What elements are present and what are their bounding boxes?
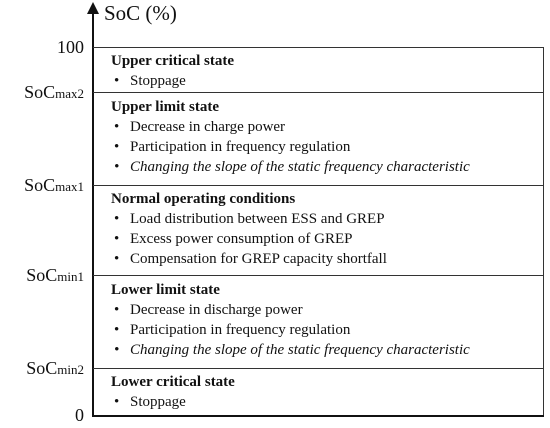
state-upper-critical <box>111 51 541 91</box>
y-axis-title: SoC (%) <box>104 1 177 25</box>
state-items <box>111 392 541 412</box>
list-item: • Decrease in discharge power <box>111 300 541 320</box>
band-right-border <box>543 47 544 415</box>
list-item: • Stoppage <box>111 71 541 91</box>
list-item: • Changing the slope of the static frequency characteristic <box>111 157 541 177</box>
x-axis-line <box>92 415 544 417</box>
state-title: Lower critical state <box>111 374 235 390</box>
level-label-socmax2: SoCmax2 <box>24 82 84 102</box>
y-axis-arrow-icon <box>87 2 99 14</box>
grid-line-100 <box>93 47 543 48</box>
list-item: • Stoppage <box>111 392 541 412</box>
state-normal <box>111 189 541 269</box>
level-label-0: 0 <box>75 405 84 425</box>
grid-line-socmax1 <box>93 185 543 186</box>
list-item: • Decrease in charge power <box>111 117 541 137</box>
level-label-100: 100 <box>57 37 84 57</box>
state-upper-limit <box>111 97 541 177</box>
list-item: • Changing the slope of the static frequency characteristic <box>111 340 541 360</box>
state-items <box>111 117 541 177</box>
level-label-socmin1: SoCmin1 <box>26 265 84 285</box>
level-label-socmin2: SoCmin2 <box>26 358 84 378</box>
list-item: • Excess power consumption of GREP <box>111 229 541 249</box>
y-axis-line <box>92 10 94 416</box>
state-items <box>111 209 541 269</box>
state-title: Upper limit state <box>111 99 220 115</box>
grid-line-socmin2 <box>93 368 543 369</box>
state-lower-limit <box>111 280 541 360</box>
list-item: • Participation in frequency regulation <box>111 137 541 157</box>
list-item: • Participation in frequency regulation <box>111 320 541 340</box>
grid-line-socmin1 <box>93 275 543 276</box>
state-items <box>111 71 541 91</box>
list-item: • Compensation for GREP capacity shortfall <box>111 249 541 269</box>
level-label-socmax1: SoCmax1 <box>24 175 84 195</box>
state-lower-critical <box>111 372 541 412</box>
state-title: Lower limit state <box>111 282 220 298</box>
list-item: • Load distribution between ESS and GREP <box>111 209 541 229</box>
state-title: Upper critical state <box>111 53 235 69</box>
state-title: Normal operating conditions <box>111 191 296 207</box>
grid-line-socmax2 <box>93 92 543 93</box>
state-items <box>111 300 541 360</box>
